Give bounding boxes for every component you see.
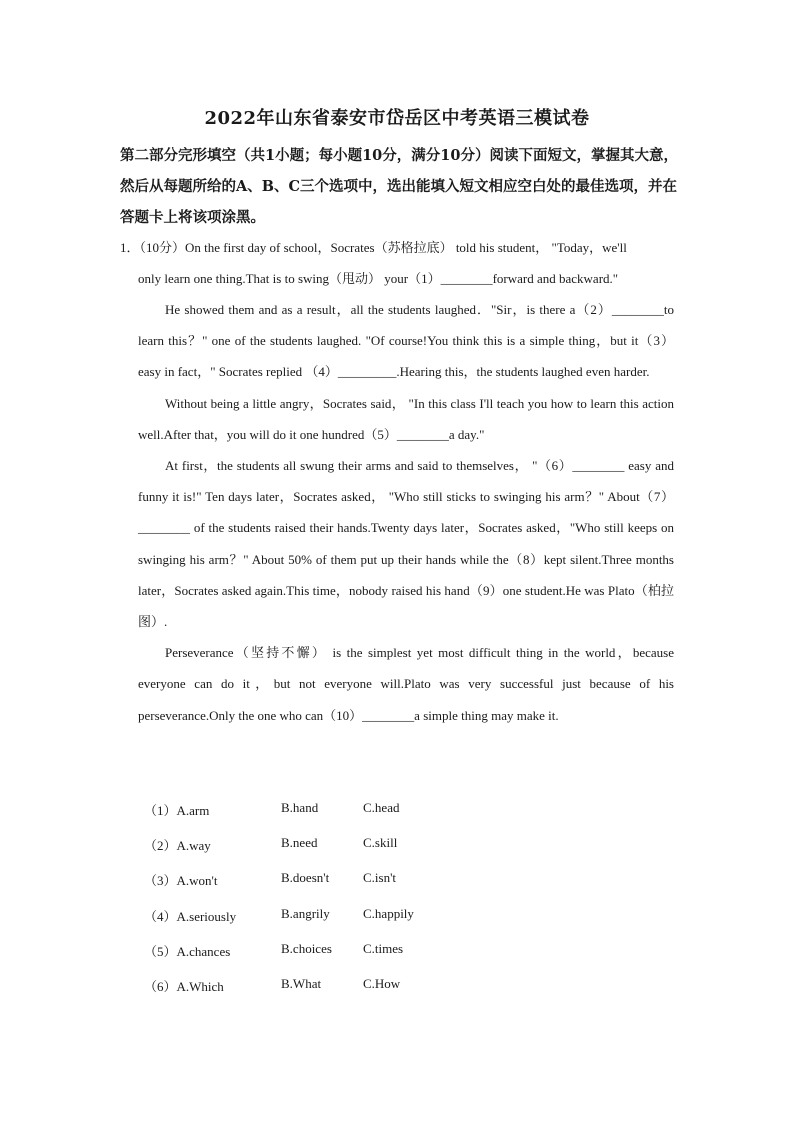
option-b: B.hand (281, 800, 319, 815)
option-a: （6）A.Which (144, 978, 224, 994)
option-c: C.happily (363, 905, 414, 921)
option-c: C.How (363, 975, 401, 991)
option-c: C.isn't (363, 870, 397, 886)
option-a: （1）A.arm (144, 803, 210, 818)
paragraph-2: Without being a little angry，Socrates said， "In this class I'll teach you how to learn this action well.After that，you will do it one hundred（5）________a day." (138, 395, 674, 442)
question-first-line (120, 238, 627, 258)
question-number: 1． (120, 240, 140, 255)
option-a: （3）A.won't (144, 873, 218, 889)
paragraph-1: He showed them and as a result，all the students laughed．"Sir，is there a（2）________to learn this？" one of the students laughed. "Of course!You think this is a simple thing，but it（3）easy in fact，" Socrates replied （4）_________.Hearing this，the students laughed even harder. (138, 302, 674, 380)
option-b: B.angrily (281, 905, 330, 921)
passage (138, 294, 674, 731)
question-second-line: only learn one thing.That is to swing（甩动） your（1）________forward and backward." (138, 271, 619, 286)
paragraph-4: Perseverance（坚持不懈） is the simplest yet most difficult thing in the world，because everyone can do it，but not everyone will.Plato was very successful just because of his perseverance.Only the one who can（10）________a simple thing may make it. (138, 645, 674, 723)
option-c: C.head (363, 800, 400, 815)
paragraph-3: At first，the students all swung their arms and said to themselves， "（6）________ easy and funny it is!" Ten days later，Socrates asked， "Who still sticks to swinging his arm？" About（7）________ of the students raised their hands.Twenty days later，Socrates asked，"Who still keeps on swinging his arm？" About 50% of them put up their hands while the（8）kept silent.Three months later，Socrates asked again.This time，nobody raised his hand（9）one student.He was Plato（柏拉图）. (138, 458, 674, 630)
option-a: （4）A.seriously (144, 908, 237, 924)
question-line-1: On the first day of school，Socrates（苏格拉底） told his student， "Today，we'll (185, 240, 627, 255)
section-header: 第二部分完形填空（共1小题；每小题10分，满分10分）阅读下面短文，掌握其大意，然后从每题所给的A、B、C三个选项中，选出能填入短文相应空白处的最佳选项，并在答题卡上将该项涂黑。 (120, 147, 678, 226)
option-c: C.times (363, 940, 404, 956)
option-a: （2）A.way (144, 838, 211, 854)
option-b: B.choices (281, 940, 332, 956)
option-b: B.doesn't (281, 870, 330, 886)
question-points: （10分） (139, 240, 186, 255)
option-c: C.skill (363, 835, 398, 851)
page-title: 2022年山东省泰安市岱岳区中考英语三模试卷 (204, 108, 590, 129)
option-a: （5）A.chances (144, 943, 231, 959)
option-b: B.need (281, 835, 318, 851)
option-b: B.What (281, 975, 322, 991)
